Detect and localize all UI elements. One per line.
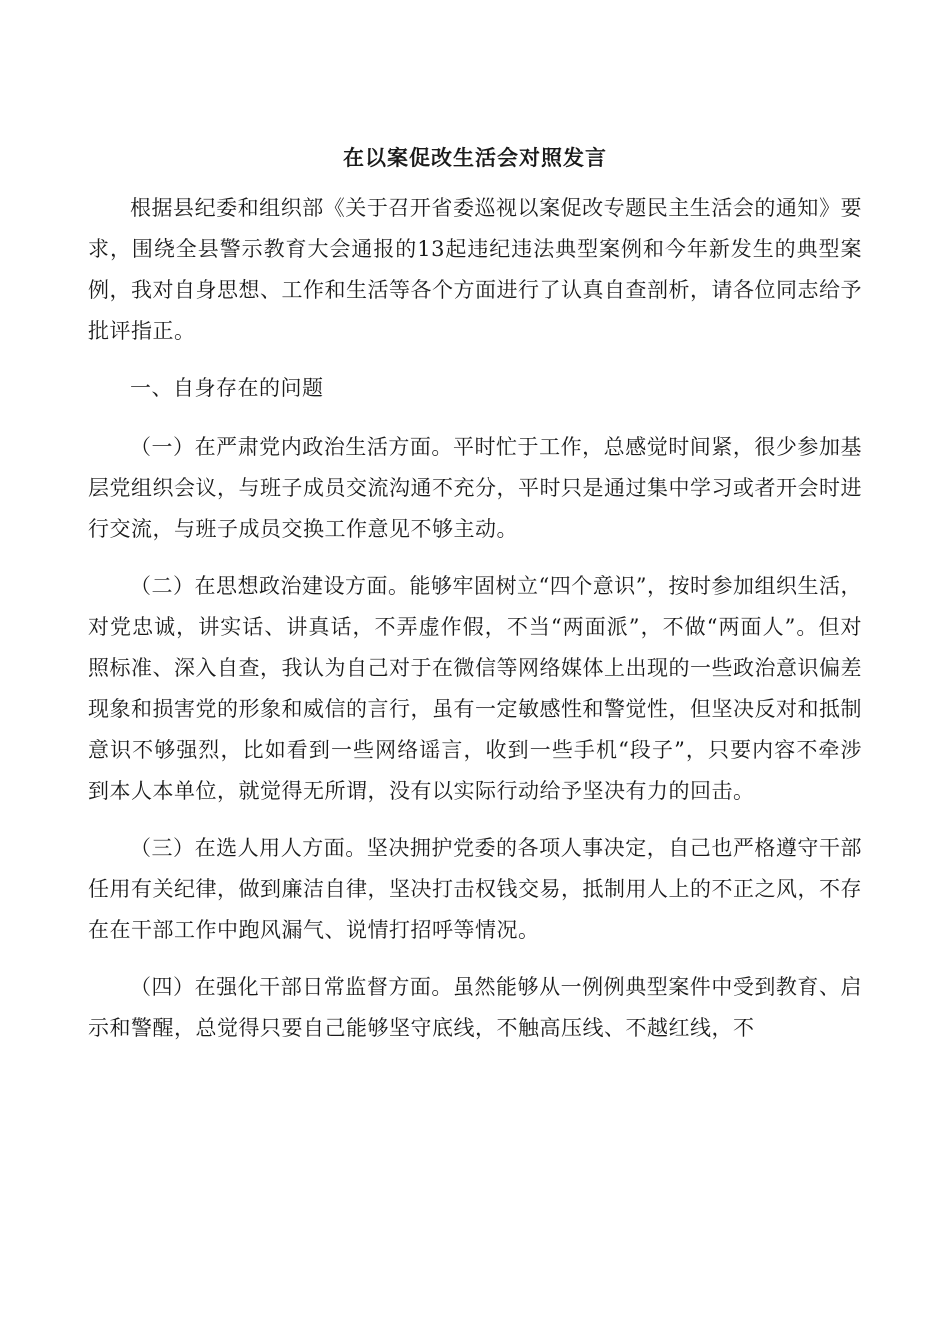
intro-paragraph: 根据县纪委和组织部《关于召开省委巡视以案促改专题民主生活会的通知》要求，围绕全县警示教育大会通报的13起违纪违法典型案例和今年新发生的典型案例，我对自身思想、工作和生活等各个方面进行了认真自查剖析，请各位同志给予批评指正。 xyxy=(88,196,862,343)
document-page xyxy=(88,138,862,1065)
item-paragraph-3: （三）在选人用人方面。坚决拥护党委的各项人事决定，自己也严格遵守干部任用有关纪律，做到廉洁自律，坚决打击权钱交易，抵制用人上的不正之风，不存在在干部工作中跑风漏气、说情打招呼等情况。 xyxy=(88,836,862,942)
item-paragraph-2: （二）在思想政治建设方面。能够牢固树立“四个意识”，按时参加组织生活，对党忠诚，讲实话、讲真话，不弄虚作假，不当“两面派”，不做“两面人”。但对照标准、深入自查，我认为自己对于在微信等网络媒体上出现的一些政治意识偏差现象和损害党的形象和威信的言行，虽有一定敏感性和警觉性，但坚决反对和抵制意识不够强烈，比如看到一些网络谣言，收到一些手机“段子”，只要内容不牵涉到本人本单位，就觉得无所谓，没有以实际行动给予坚决有力的回击。 xyxy=(88,574,862,803)
item-paragraph-1: （一）在严肃党内政治生活方面。平时忙于工作，总感觉时间紧，很少参加基层党组织会议，与班子成员交流沟通不充分，平时只是通过集中学习或者开会时进行交流，与班子成员交换工作意见不够主动。 xyxy=(88,435,862,541)
document-title: 在以案促改生活会对照发言 xyxy=(343,145,607,170)
item-paragraph-4: （四）在强化干部日常监督方面。虽然能够从一例例典型案件中受到教育、启示和警醒，总觉得只要自己能够坚守底线，不触高压线、不越红线，不 xyxy=(88,975,862,1040)
section-heading: 一、自身存在的问题 xyxy=(130,376,324,400)
